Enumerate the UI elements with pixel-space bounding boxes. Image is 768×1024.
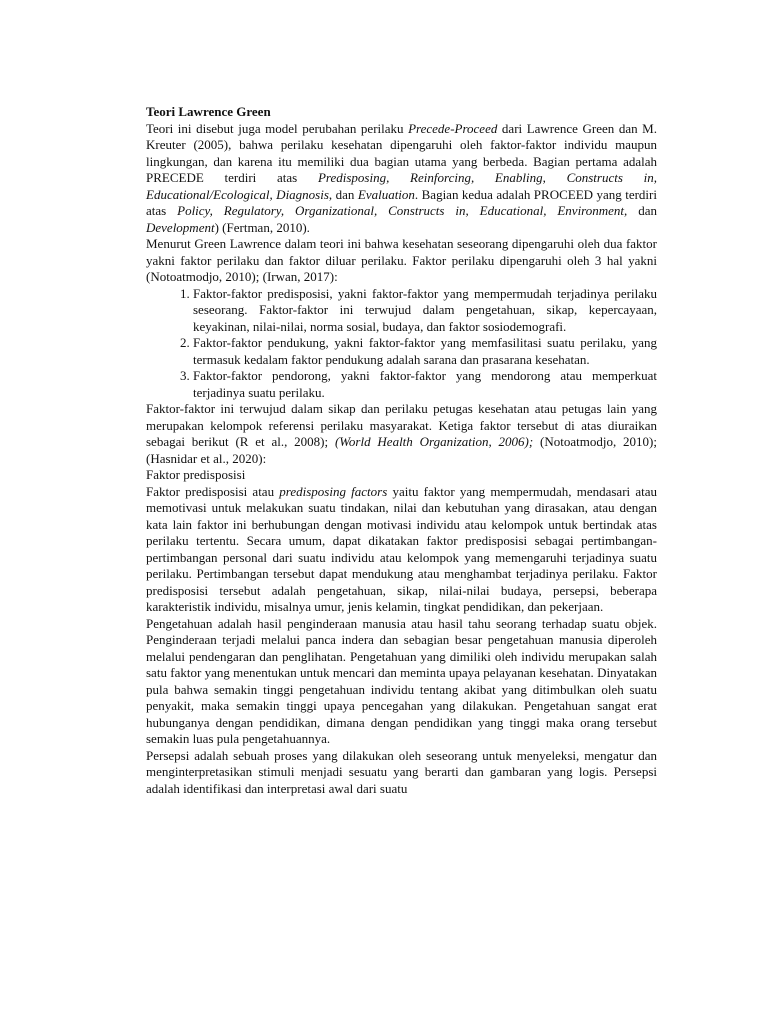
p4-text-a: Faktor predisposisi atau [146,483,280,499]
p1-text-k: ) (Fertman, 2010). [214,219,310,235]
p1-text-e: , dan [328,186,358,202]
factor-list [146,286,657,402]
p3-text-a: Faktor-faktor ini terwujud dalam sikap dan perilaku petugas kesehatan atau petugas lain yang merupakan kelompok referensi perilaku masyarakat. Ketiga faktor tersebut di atas diuraikan sebagai berikut (R et al., 2008); [146,401,657,449]
document-page [146,104,657,797]
list-item: 2. Faktor-faktor pendukung, yakni faktor-faktor yang memfasilitasi suatu perilaku, yang termasuk kedalam faktor pendukung adalah sarana dan prasarana kesehatan. [193,335,657,368]
list-item: 1. Faktor-faktor predisposisi, yakni faktor-faktor yang mempermudah terjadinya perilaku seseorang. Faktor-faktor ini terwujud dalam pengetahuan, sikap, kepercayaan, keyakinan, nilai-nilai, norma sosial, budaya, dan faktor sosiodemografi. [193,286,657,336]
p1-italic-proceed-terms: Policy, Regulatory, Organizational, Constructs in, Educational, Environment, [177,203,628,218]
paragraph-green-lawrence: Menurut Green Lawrence dalam teori ini bahwa kesehatan seseorang dipengaruhi oleh dua faktor yakni faktor perilaku dan faktor diluar perilaku. Faktor perilaku dipengaruhi oleh 3 hal yakni (Notoatmodjo, 2010); (Irwan, 2017): [146,236,657,284]
list-item: 3. Faktor-faktor pendorong, yakni faktor-faktor yang mendorong atau memperkuat terjadinya suatu perilaku. [193,368,657,401]
paragraph-predisposing [146,484,657,616]
p1-italic-precede-proceed: Precede-Proceed [408,120,498,136]
p1-italic-precede-terms: Predisposing, Reinforcing, Enabling, Constructs in, Educational/Ecological, Diagnosis [146,170,658,202]
paragraph-perception: Persepsi adalah sebuah proses yang dilakukan oleh seseorang untuk menyeleksi, mengatur dan menginterpretasikan stimuli menjadi sesuatu yang berarti dan gambaran yang logis. Persepsi adalah identifikasi dan interpretasi awal dari suatu [146,747,657,796]
document-title: Teori Lawrence Green [146,104,271,119]
paragraph-knowledge: Pengetahuan adalah hasil penginderaan manusia atau hasil tahu seorang terhadap suatu objek. Penginderaan terjadi melalui panca indera dan sebagian besar pengetahuan manusia diperoleh melalui pendengaran dan penglihatan. Pengetahuan yang dimiliki oleh individu merupakan salah satu faktor yang menentukan untuk mencari dan meminta upaya pelayanan kesehatan. Dinyatakan pula bahwa semakin tinggi pengetahuan individu tentang akibat yang ditimbulkan oleh suatu penyakit, maka semakin tinggi upaya pencegahan yang dilakukan. Pengetahuan sangat erat hubunganya dengan pendidikan, dimana dengan pendidikan yang tinggi maka orang tersebut semakin luas pula pengetahuannya. [146,615,657,746]
subheading-predisposing: Faktor predisposisi [146,467,246,482]
p1-text-g: . Bagian kedua adalah PROCEED yang terdiri atas [146,186,657,218]
p3-italic-who: (World Health Organization, 2006); [334,434,534,449]
p1-italic-development: Development [146,219,215,235]
p4-text-c: yaitu faktor yang mempermudah, mendasari atau memotivasi untuk melakukan suatu tindakan, nilai dan kebutuhan yang dirasakan, atau dengan kata lain faktor ini berhubungan dengan motivasi individu atau kelompok untuk bertindak atas perilaku tertentu. Secara umum, dapat dikatakan faktor predisposisi sebagai pertimbangan-pertimbangan personal dari suatu individu atau kelompok yang memengaruhi terjadinya suatu perilaku. Pertimbangan tersebut dapat mendukung atau menghambat terjadinya perilaku. Faktor predisposisi tersebut adalah pengetahuan, sikap, nilai-nilai budaya, persepsi, beberapa karakteristik individu, misalnya umur, jenis kelamin, tingkat pendidikan, dan pekerjaan. [146,483,657,614]
paragraph-factors-explained [146,401,657,467]
p1-text-a: Teori ini disebut juga model perubahan perilaku [146,120,409,136]
p4-italic-predisposing-factors: predisposing factors [279,483,388,499]
paragraph-intro [146,121,657,237]
p1-text-c: dari Lawrence Green dan M. Kreuter (2005), bahwa perilaku kesehatan dipengaruhi oleh faktor-faktor individu maupun lingkungan, dan karena itu memiliki dua bagian utama yang berbeda. Bagian pertama adalah PRECEDE terdiri atas [146,120,657,185]
p1-italic-evaluation: Evaluation [357,186,415,202]
p3-text-c: (Notoatmodjo, 2010); (Hasnidar et al., 2020): [146,434,657,466]
p1-text-i: dan [627,203,657,218]
